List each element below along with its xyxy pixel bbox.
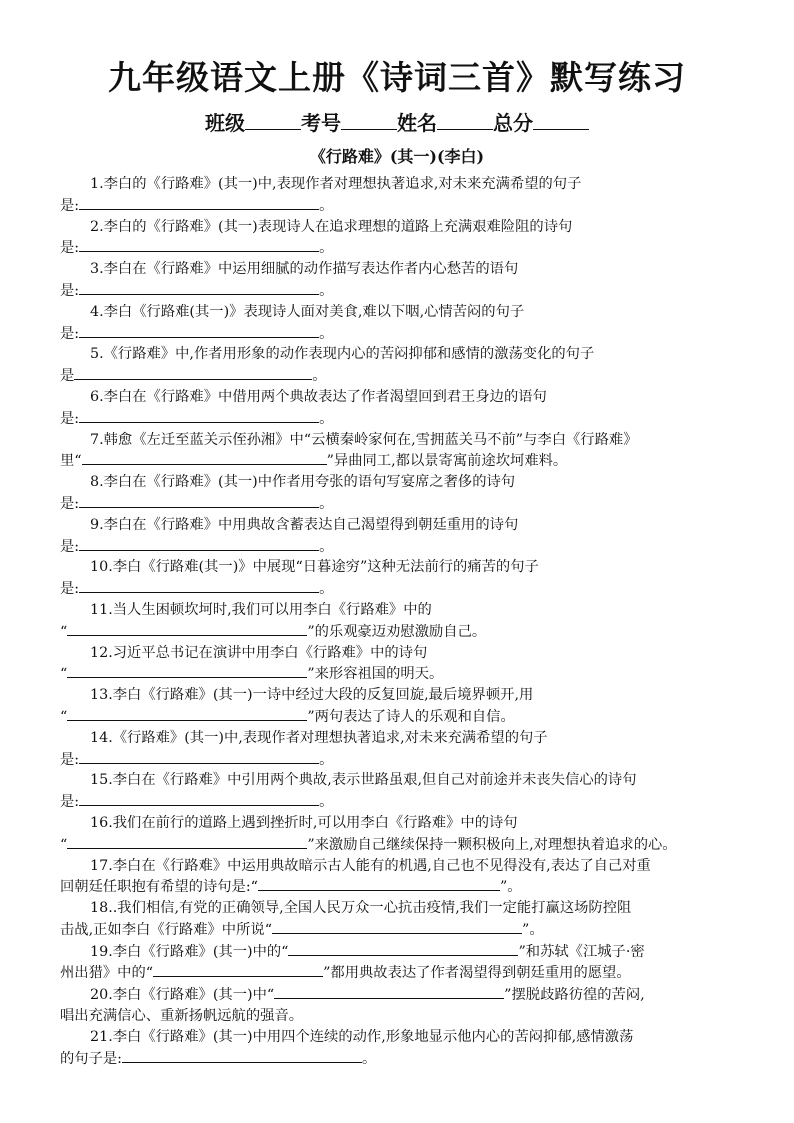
question-lead: 是: bbox=[60, 240, 80, 257]
score-label: 总分 bbox=[493, 111, 533, 135]
question-lead: “ bbox=[60, 623, 68, 640]
score-blank[interactable] bbox=[533, 111, 589, 130]
name-label: 姓名 bbox=[397, 111, 437, 135]
question-tail: 。 bbox=[319, 197, 334, 214]
question-tail: ”都用典故表达了作者渴望得到朝廷重用的愿望。 bbox=[323, 965, 631, 982]
question-lead: “ bbox=[60, 708, 68, 725]
question-text-2: ”摆脱歧路彷徨的苦闷, bbox=[504, 987, 645, 1004]
question-lead: “ bbox=[60, 836, 68, 853]
question-3 bbox=[60, 259, 764, 302]
question-15 bbox=[60, 770, 764, 813]
question-lead: 是: bbox=[60, 325, 80, 342]
question-lead: 是: bbox=[60, 495, 80, 512]
question-lead: 是: bbox=[60, 794, 80, 811]
question-lead: 是: bbox=[60, 581, 80, 598]
question-text-2: ”和苏轼《江城子·密 bbox=[518, 943, 645, 960]
question-13 bbox=[60, 685, 764, 728]
answer-blank[interactable] bbox=[79, 280, 319, 295]
question-lead: 回朝廷任职抱有希望的诗句是:“ bbox=[60, 879, 258, 896]
question-text: 14.《行路难》(其一)中,表现作者对理想执著追求,对未来充满希望的句子 bbox=[90, 729, 548, 746]
question-7 bbox=[60, 430, 764, 473]
question-text: 12.习近平总书记在演讲中用李白《行路难》中的诗句 bbox=[90, 644, 428, 661]
question-text: 11.当人生困顿坎坷时,我们可以用李白《行路难》中的 bbox=[90, 601, 432, 618]
question-text: 19.李白《行路难》(其一)中的“ bbox=[90, 943, 289, 960]
question-14 bbox=[60, 728, 764, 771]
question-19 bbox=[60, 941, 764, 985]
class-label: 班级 bbox=[205, 111, 245, 135]
question-lead: 是: bbox=[60, 538, 80, 555]
question-tail: 。 bbox=[319, 282, 334, 299]
question-tail: 。 bbox=[319, 410, 334, 427]
question-text: 21.李白《行路难》(其一)中用四个连续的动作,形象地显示他内心的苦闷抑郁,感情激荡 bbox=[90, 1028, 634, 1045]
question-tail: 。 bbox=[319, 325, 334, 342]
answer-blank[interactable] bbox=[67, 834, 307, 849]
answer-blank-2[interactable] bbox=[153, 962, 323, 977]
answer-blank[interactable] bbox=[272, 919, 522, 934]
student-info-line bbox=[30, 108, 764, 138]
question-tail: 。 bbox=[319, 581, 334, 598]
answer-blank[interactable] bbox=[79, 749, 319, 764]
question-17 bbox=[60, 856, 764, 899]
question-lead: 是: bbox=[60, 197, 80, 214]
question-21 bbox=[60, 1027, 764, 1070]
question-text: 7.韩愈《左迁至蓝关示侄孙湘》中“云横秦岭家何在,雪拥蓝关马不前”与李白《行路难》 bbox=[90, 431, 638, 448]
answer-blank[interactable] bbox=[82, 450, 327, 465]
question-tail: 。 bbox=[319, 495, 334, 512]
answer-blank[interactable] bbox=[258, 876, 500, 891]
answer-blank[interactable] bbox=[79, 195, 319, 210]
answer-blank-1[interactable] bbox=[288, 941, 518, 956]
question-9 bbox=[60, 515, 764, 558]
question-tail: ”异曲同工,都以景寄寓前途坎坷难料。 bbox=[326, 453, 568, 470]
question-11 bbox=[60, 600, 764, 643]
question-text: 1.李白的《行路难》(其一)中,表现作者对理想执著追求,对未来充满希望的句子 bbox=[90, 176, 582, 192]
question-tail: 。 bbox=[319, 794, 334, 811]
question-6 bbox=[60, 387, 764, 430]
question-lead: 唱出充满信心、重新扬帆远航的强音。 bbox=[60, 1008, 304, 1025]
answer-blank[interactable] bbox=[67, 621, 307, 636]
question-lead: 是: bbox=[60, 751, 80, 768]
question-lead: 是: bbox=[60, 410, 80, 427]
answer-blank[interactable] bbox=[74, 365, 312, 380]
question-text: 9.李白在《行路难》中用典故含蓄表达自己渴望得到朝廷重用的诗句 bbox=[90, 516, 519, 533]
number-blank[interactable] bbox=[341, 111, 397, 130]
answer-blank[interactable] bbox=[79, 408, 319, 423]
question-text: 13.李白《行路难》(其一)一诗中经过大段的反复回旋,最后境界顿开,用 bbox=[90, 687, 534, 704]
question-tail: ”。 bbox=[522, 921, 544, 938]
question-tail: ”的乐观豪迈劝慰激励自己。 bbox=[307, 623, 487, 640]
question-5 bbox=[60, 344, 764, 387]
answer-blank[interactable] bbox=[67, 663, 307, 678]
question-text: 6.李白在《行路难》中借用两个典故表达了作者渴望回到君王身边的语句 bbox=[90, 388, 547, 405]
question-text: 2.李白的《行路难》(其一)表现诗人在追求理想的道路上充满艰难险阻的诗句 bbox=[90, 218, 573, 235]
answer-blank[interactable] bbox=[79, 578, 319, 593]
question-tail: 。 bbox=[362, 1050, 377, 1067]
question-12 bbox=[60, 643, 764, 686]
section-heading: 《行路难》(其一)(李白) bbox=[309, 147, 485, 166]
answer-blank[interactable] bbox=[79, 536, 319, 551]
question-tail: 。 bbox=[319, 751, 334, 768]
question-lead: 击战,正如李白《行路难》中所说“ bbox=[60, 921, 273, 938]
page-title: 九年级语文上册《诗词三首》默写练习 bbox=[108, 58, 686, 97]
question-20 bbox=[60, 984, 764, 1027]
question-tail: ”。 bbox=[499, 879, 522, 896]
question-text: 17.李白在《行路难》中运用典故暗示古人能有的机遇,自己也不见得没有,表达了自己对重 bbox=[90, 857, 651, 874]
question-tail: ”来激励自己继续保持一颗积极向上,对理想执着追求的心。 bbox=[307, 836, 677, 853]
question-2 bbox=[60, 217, 764, 260]
class-blank[interactable] bbox=[245, 111, 301, 130]
answer-blank[interactable] bbox=[79, 323, 319, 338]
question-text: 8.李白在《行路难》(其一)中作者用夸张的语句写宴席之奢侈的诗句 bbox=[90, 474, 516, 491]
question-text: 3.李白在《行路难》中运用细腻的动作描写表达作者内心愁苦的语句 bbox=[90, 261, 519, 278]
answer-blank[interactable] bbox=[79, 493, 319, 508]
question-18 bbox=[60, 898, 764, 941]
question-text: 15.李白在《行路难》中引用两个典故,表示世路虽艰,但自己对前途并未丧失信心的诗句 bbox=[90, 772, 637, 789]
question-tail: 。 bbox=[319, 240, 334, 257]
answer-blank[interactable] bbox=[79, 237, 319, 252]
question-8 bbox=[60, 472, 764, 515]
question-16 bbox=[60, 813, 764, 856]
question-lead: 州出猎》中的“ bbox=[60, 965, 154, 982]
question-lead: 是 bbox=[60, 368, 75, 385]
question-1 bbox=[60, 174, 764, 217]
question-text: 4.李白《行路难(其一)》表现诗人面对美食,难以下咽,心情苦闷的句子 bbox=[90, 303, 525, 320]
question-tail: ”两句表达了诗人的乐观和自信。 bbox=[307, 708, 515, 725]
question-4 bbox=[60, 302, 764, 345]
question-tail: 。 bbox=[319, 538, 334, 555]
question-text: 20.李白《行路难》(其一)中“ bbox=[90, 987, 275, 1004]
answer-blank[interactable] bbox=[274, 984, 504, 999]
question-text: 18..我们相信,有党的正确领导,全国人民万众一心抗击疫情,我们一定能打赢这场防控阻 bbox=[90, 900, 632, 917]
question-lead: 里“ bbox=[60, 453, 82, 470]
question-lead: 是: bbox=[60, 282, 80, 299]
question-lead: “ bbox=[60, 666, 68, 683]
question-tail: 。 bbox=[312, 368, 327, 385]
question-text: 5.《行路难》中,作者用形象的动作表现内心的苦闷抑郁和感情的激荡变化的句子 bbox=[90, 346, 595, 363]
question-text: 10.李白《行路难(其一)》中展现“日暮途穷”这种无法前行的痛苦的句子 bbox=[90, 559, 539, 576]
question-text: 16.我们在前行的道路上遇到挫折时,可以用李白《行路难》中的诗句 bbox=[90, 814, 518, 831]
question-10 bbox=[60, 557, 764, 600]
question-lead: 的句子是: bbox=[60, 1050, 123, 1067]
answer-blank[interactable] bbox=[122, 1048, 362, 1063]
number-label: 考号 bbox=[301, 111, 341, 135]
answer-blank[interactable] bbox=[67, 706, 307, 721]
answer-blank[interactable] bbox=[79, 791, 319, 806]
question-tail: ”来形容祖国的明天。 bbox=[307, 666, 444, 683]
name-blank[interactable] bbox=[437, 111, 493, 130]
